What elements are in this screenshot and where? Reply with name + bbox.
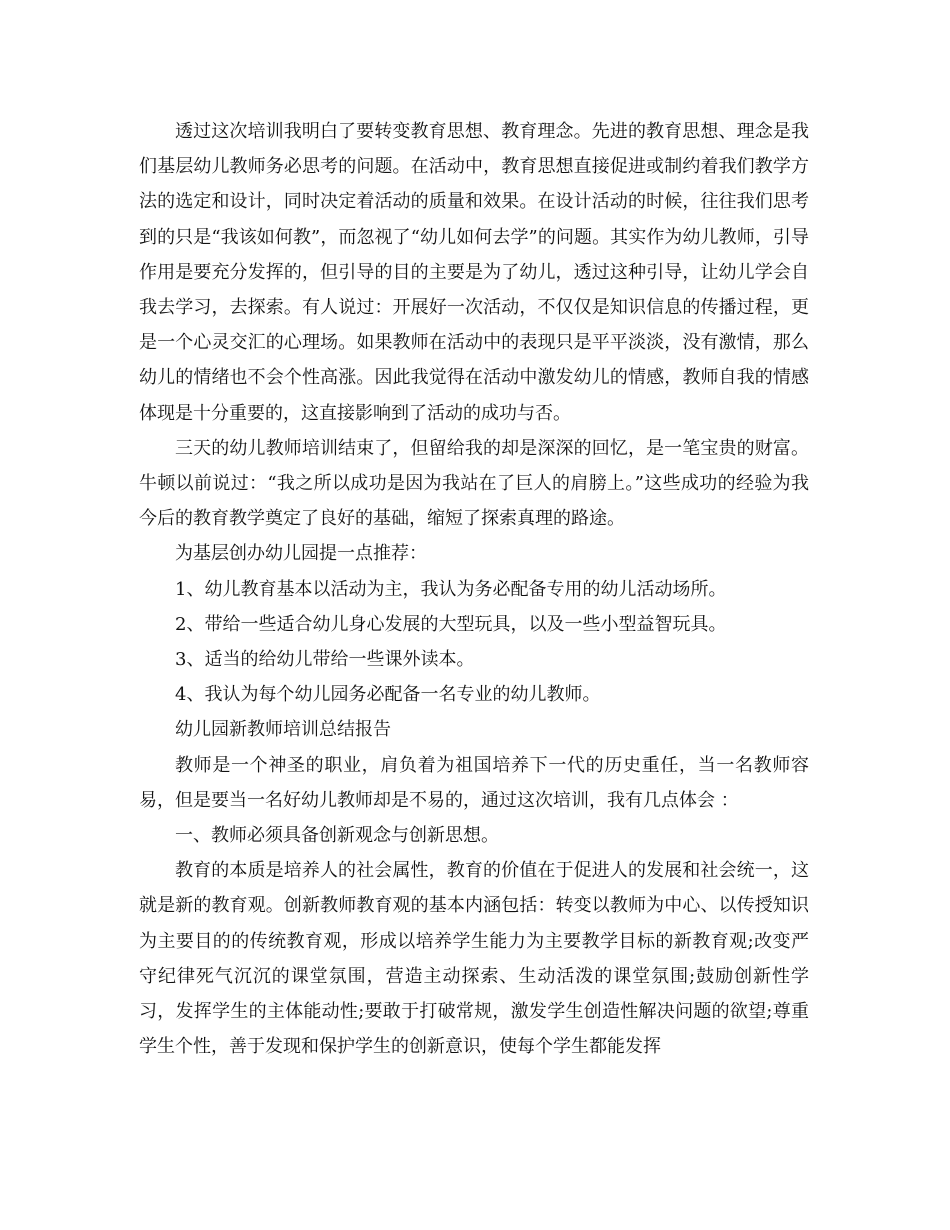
list-item: 3、适当的给幼儿带给一些课外读本。 — [175, 649, 475, 671]
paragraph: 透过这次培训我明白了要转变教育思想、教育理念。先进的教育思想、理念是我们基层幼儿教师务必思考的问题。在活动中，教育思想直接促进或制约着我们教学方法的选定和设计，同时决定着活动的质量和效果。在设计活动的时候，往往我们思考到的只是“我该如何教”，而忽视了“幼儿如何去学”的问题。其实作为幼儿教师，引导作用是要充分发挥的，但引导的目的主要是为了幼儿，透过这种引导，让幼儿学会自我去学习，去探索。有人说过：开展好一次活动，不仅仅是知识信息的传播过程，更是一个心灵交汇的心理场。如果教师在活动中的表现只是平平淡淡，没有激情，那么幼儿的情绪也不会个性高涨。因此我觉得在活动中激发幼儿的情感，教师自我的情感体现是十分重要的，这直接影响到了活动的成功与否。 — [139, 121, 809, 424]
list-item: 1、幼儿教育基本以活动为主，我认为务必配备专用的幼儿活动场所。 — [175, 578, 727, 600]
paragraph: 三天的幼儿教师培训结束了，但留给我的却是深深的回忆，是一笔宝贵的财富。牛顿以前说过：“我之所以成功是因为我站在了巨人的肩膀上。”这些成功的经验为我今后的教育教学奠定了良好的基础，缩短了探索真理的路途。 — [139, 437, 809, 530]
section-title: 幼儿园新教师培训总结报告 — [175, 719, 391, 741]
section-heading: 一、教师必须具备创新观念与创新思想。 — [175, 825, 499, 847]
paragraph: 为基层创办幼儿园提一点推荐： — [175, 543, 427, 565]
list-item: 4、我认为每个幼儿园务必配备一名专业的幼儿教师。 — [175, 684, 601, 706]
paragraph: 教育的本质是培养人的社会属性，教育的价值在于促进人的发展和社会统一，这就是新的教育观。创新教师教育观的基本内涵包括：转变以教师为中心、以传授知识为主要目的的传统教育观，形成以培养学生能力为主要教学目标的新教育观;改变严守纪律死气沉沉的课堂氛围，营造主动探索、生动活泼的课堂氛围;鼓励创新性学习，发挥学生的主体能动性;要敢于打破常规，激发学生创造性解决问题的欲望;尊重学生个性，善于发现和保护学生的创新意识，使每个学生都能发挥 — [139, 860, 810, 1058]
document-body — [139, 114, 809, 1064]
list-item: 2、带给一些适合幼儿身心发展的大型玩具，以及一些小型益智玩具。 — [175, 613, 727, 635]
paragraph: 教师是一个神圣的职业，肩负着为祖国培养下一代的历史重任，当一名教师容易，但是要当一名好幼儿教师却是不易的，通过这次培训，我有几点体会 ： — [139, 754, 809, 811]
